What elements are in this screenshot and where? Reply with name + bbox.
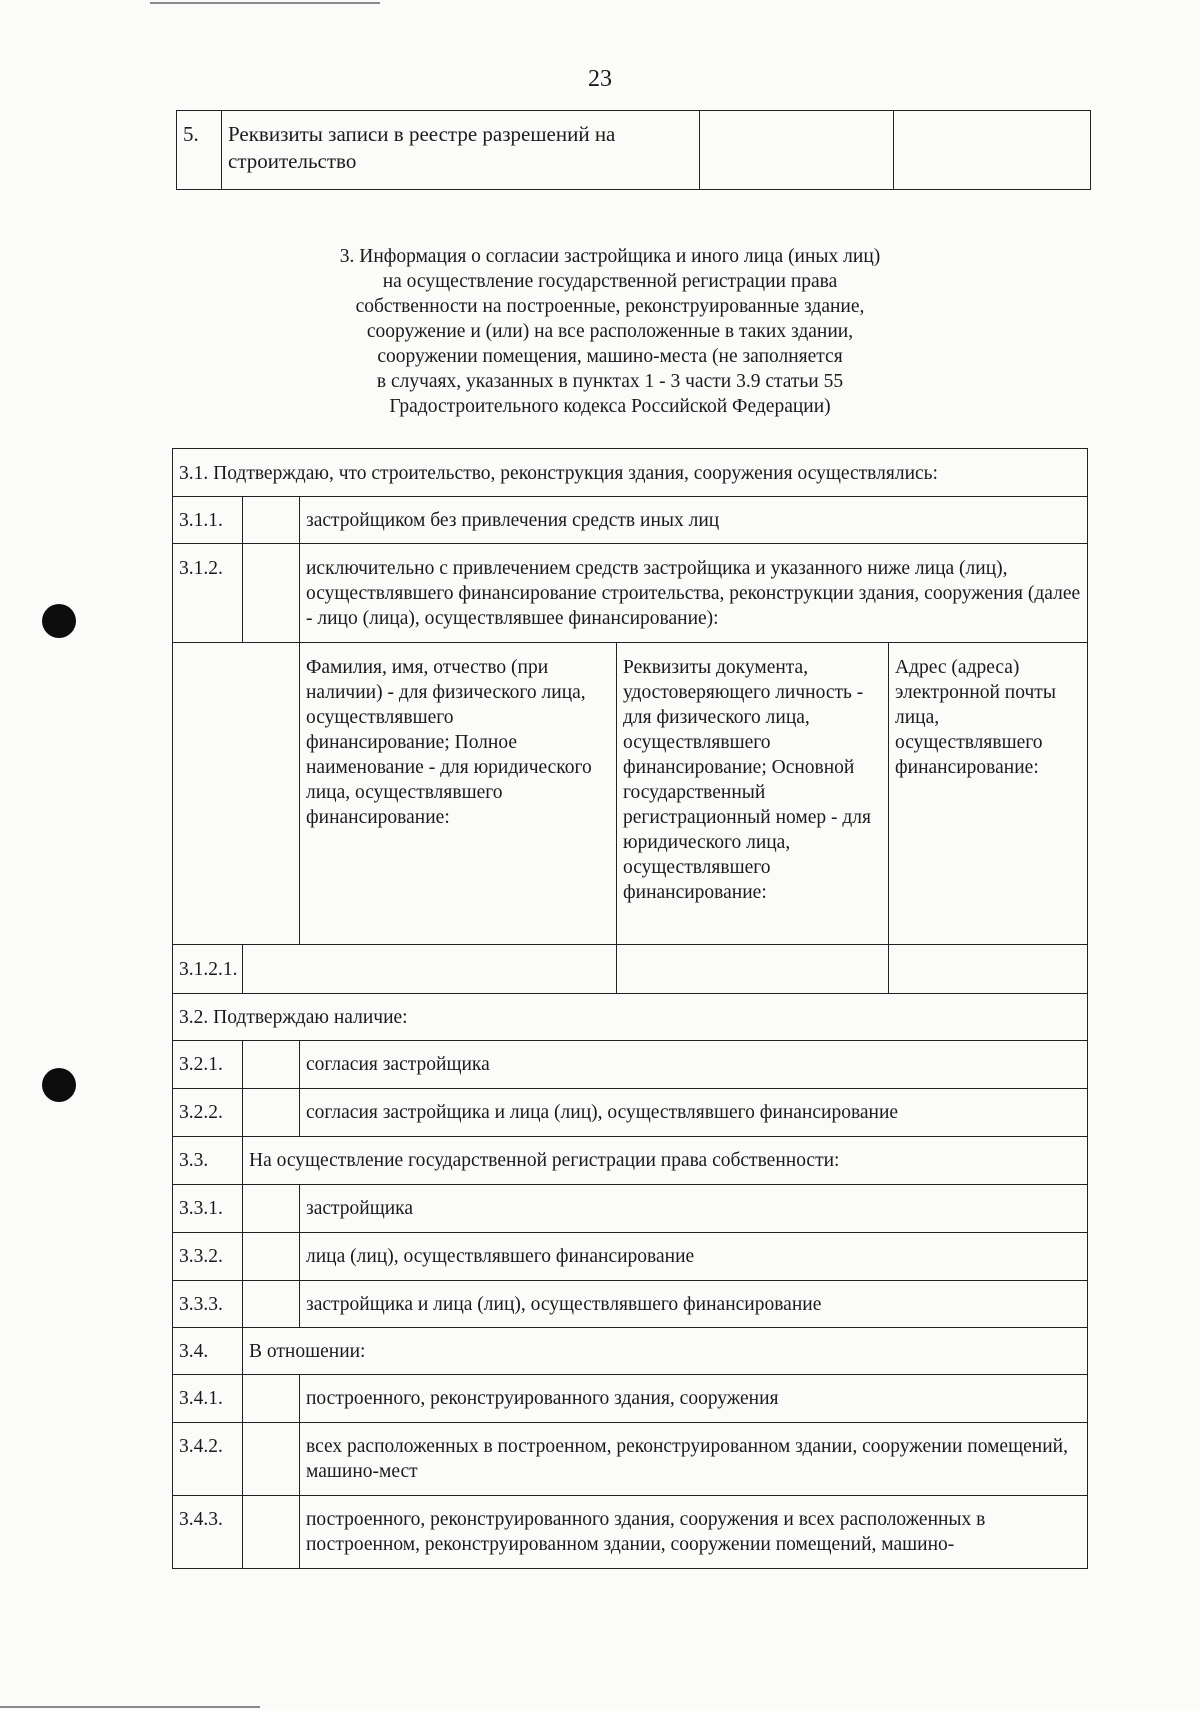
heading-line: Градостроительного кодекса Российской Федерации) [389,396,831,417]
heading-line: сооружение и (или) на все расположенные в таких здании, [366,321,854,342]
row-label: застройщика и лица (лиц), осуществлявшего финансирование [300,1281,1088,1328]
section-row-3-3: На осуществление государственной регистрации права собственности: [243,1137,1088,1185]
table-row [173,945,1088,994]
heading-line: на осуществление государственной регистрации права [382,271,838,292]
row-label: согласия застройщика и лица (лиц), осуществлявшего финансирование [300,1089,1088,1137]
row-label: всех расположенных в построенном, реконструированном здании, сооружении помещений, машино-мест [300,1423,1088,1496]
table-row [173,449,1088,497]
checkbox-cell[interactable] [243,544,300,643]
row-number: 3.1.2. [173,544,243,643]
row-number: 3.3. [173,1137,243,1185]
row-label: построенного, реконструированного здания, сооружения и всех расположенных в построенном, реконструированном здании, сооружении помещений, машино- [300,1496,1088,1569]
financier-email-input[interactable] [889,945,1088,994]
scan-edge-line [150,2,380,4]
checkbox-cell[interactable] [243,1423,300,1496]
heading-line: сооружении помещения, машино-места (не заполняется [377,346,843,367]
table-row [173,1375,1088,1423]
row-label: построенного, реконструированного здания, сооружения [300,1375,1088,1423]
section-row-3-4: В отношении: [243,1328,1088,1375]
table-row [173,497,1088,544]
financier-name-header: Фамилия, имя, отчество (при наличии) - для физического лица, осуществлявшего финансирование; Полное наименование - для юридического лица, осуществлявшего финансирование: [300,643,617,945]
row-label: Реквизиты записи в реестре разрешений на строительство [222,111,700,190]
row-number: 3.4.3. [173,1496,243,1569]
table-row [173,994,1088,1041]
checkbox-cell[interactable] [243,1281,300,1328]
table-row [173,1089,1088,1137]
table-row [173,1041,1088,1089]
section-3-heading [280,244,940,419]
value-cell [894,111,1091,190]
checkbox-cell[interactable] [243,1185,300,1233]
checkbox-cell[interactable] [243,1041,300,1089]
table-row [173,1423,1088,1496]
punch-hole [42,1068,76,1102]
row-number: 3.1.2.1. [173,945,243,994]
table-row [173,1137,1088,1185]
empty-cell [173,643,300,945]
row-number: 3.1.1. [173,497,243,544]
financier-name-input[interactable] [243,945,617,994]
row-number: 5. [177,111,222,190]
table-row [173,1185,1088,1233]
consent-table [172,448,1088,1569]
heading-line: 3. Информация о согласии застройщика и иного лица (иных лиц) [339,246,881,267]
scan-edge-line [0,1706,260,1708]
financier-header-row [173,643,1088,945]
table-row [173,1328,1088,1375]
checkbox-cell[interactable] [243,497,300,544]
table-row [177,111,1091,190]
row-number: 3.3.2. [173,1233,243,1281]
page-number: 23 [588,66,612,92]
row-number: 3.4. [173,1328,243,1375]
row-label: согласия застройщика [300,1041,1088,1089]
row-label: исключительно с привлечением средств застройщика и указанного ниже лица (лиц), осуществлявшего финансирование строительства, реконструкции здания, сооружения (далее - лицо (лица), осуществлявшее финансирование): [300,544,1088,643]
heading-line: собственности на построенные, реконструированные здание, [355,296,865,317]
heading-line: в случаях, указанных в пунктах 1 - 3 части 3.9 статьи 55 [376,371,844,392]
financier-document-input[interactable] [617,945,889,994]
financier-email-header: Адрес (адреса) электронной почты лица, осуществлявшего финансирование: [889,643,1088,945]
table-row [173,544,1088,643]
table-row [173,1496,1088,1569]
checkbox-cell[interactable] [243,1233,300,1281]
checkbox-cell[interactable] [243,1089,300,1137]
row-label: застройщиком без привлечения средств иных лиц [300,497,1088,544]
value-cell [700,111,894,190]
permit-registry-table [176,110,1091,190]
row-label: застройщика [300,1185,1088,1233]
row-number: 3.2.2. [173,1089,243,1137]
section-row-3-1: 3.1. Подтверждаю, что строительство, реконструкция здания, сооружения осуществлялись: [173,449,1088,497]
table-row [173,1281,1088,1328]
checkbox-cell[interactable] [243,1375,300,1423]
financier-document-header: Реквизиты документа, удостоверяющего личность - для физического лица, осуществлявшего финансирование; Основной государственный регистрационный номер - для юридического лица, осуществлявшего финансирование: [617,643,889,945]
row-label: лица (лиц), осуществлявшего финансирование [300,1233,1088,1281]
section-row-3-2: 3.2. Подтверждаю наличие: [173,994,1088,1041]
checkbox-cell[interactable] [243,1496,300,1569]
row-number: 3.3.3. [173,1281,243,1328]
table-row [173,1233,1088,1281]
row-number: 3.4.1. [173,1375,243,1423]
row-number: 3.4.2. [173,1423,243,1496]
row-number: 3.2.1. [173,1041,243,1089]
punch-hole [42,604,76,638]
row-number: 3.3.1. [173,1185,243,1233]
